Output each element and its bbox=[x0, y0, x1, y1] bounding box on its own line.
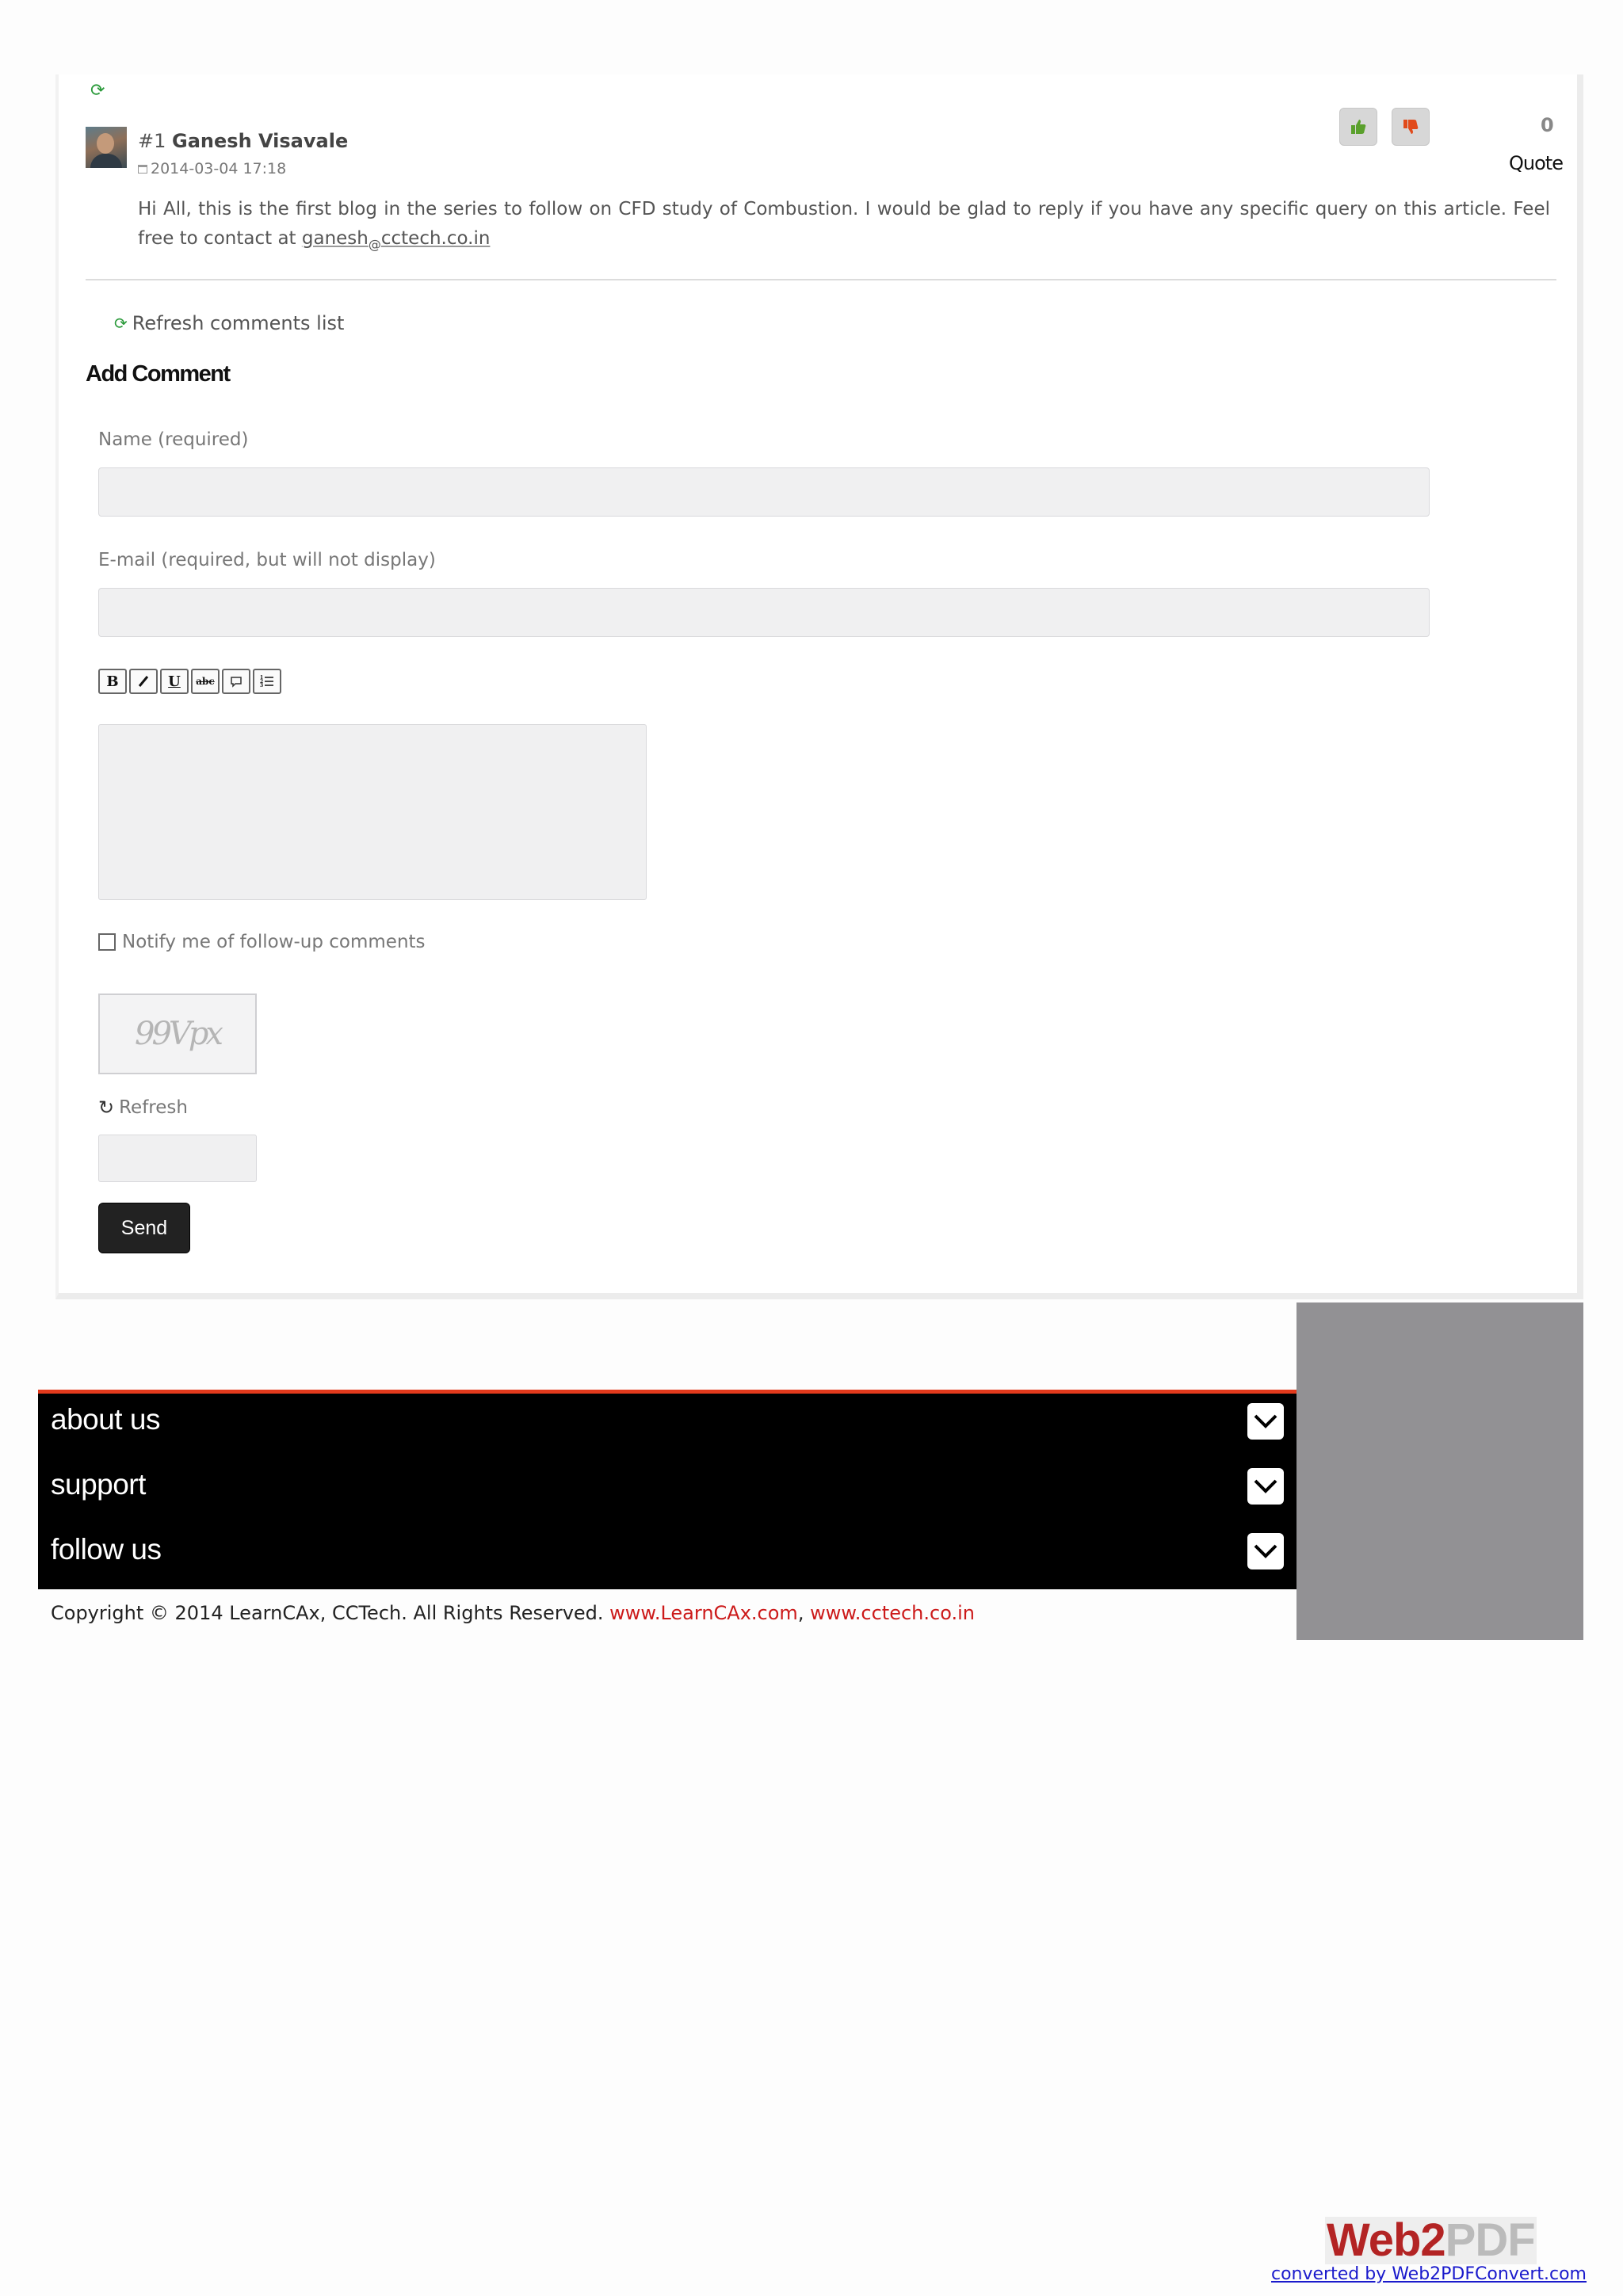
comment-date bbox=[138, 160, 286, 177]
email-link[interactable]: ganesh$_@$cctech.co.in bbox=[301, 228, 491, 252]
footer-item-about-us[interactable]: about us bbox=[51, 1403, 160, 1436]
refresh-comments-label: Refresh comments list bbox=[132, 312, 345, 334]
thumbs-up-icon bbox=[1350, 118, 1367, 135]
add-comment-title: Add Comment bbox=[86, 361, 230, 387]
chevron-down-icon[interactable] bbox=[1247, 1468, 1284, 1505]
thumbs-down-icon bbox=[1402, 118, 1419, 135]
notify-option[interactable] bbox=[98, 932, 426, 952]
thumbs-up-button[interactable] bbox=[1339, 108, 1377, 146]
sidebar-panel bbox=[1296, 1302, 1583, 1640]
captcha-input[interactable] bbox=[98, 1135, 257, 1182]
captcha-image bbox=[98, 994, 257, 1074]
notify-checkbox[interactable] bbox=[98, 933, 116, 951]
captcha-refresh-link[interactable] bbox=[98, 1097, 188, 1119]
reload-icon: ↻ bbox=[98, 1097, 115, 1119]
bold-button[interactable]: B bbox=[98, 669, 127, 694]
comments-card bbox=[55, 74, 1583, 1299]
refresh-comments-link[interactable] bbox=[114, 312, 344, 334]
captcha-refresh-label: Refresh bbox=[119, 1097, 188, 1118]
footer-menu bbox=[38, 1390, 1296, 1589]
email-label: E-mail (required, but will not display) bbox=[98, 550, 436, 570]
captcha-text: 99Vpx bbox=[135, 1016, 220, 1052]
quote-button[interactable] bbox=[222, 669, 250, 694]
italic-icon bbox=[136, 674, 151, 688]
calendar-icon bbox=[138, 165, 147, 174]
underline-button[interactable]: U bbox=[160, 669, 189, 694]
comment-header bbox=[138, 130, 348, 152]
email-input[interactable] bbox=[98, 588, 1430, 637]
footer-item-follow-us[interactable]: follow us bbox=[51, 1533, 162, 1566]
chevron-down-icon[interactable] bbox=[1247, 1403, 1284, 1440]
speech-bubble-icon bbox=[229, 674, 243, 688]
notify-label: Notify me of follow-up comments bbox=[122, 932, 426, 952]
copyright-text: Copyright © 2014 LearnCAx, CCTech. All Rights Reserved. bbox=[51, 1602, 610, 1624]
svg-text:2: 2 bbox=[260, 679, 264, 685]
svg-text:1: 1 bbox=[260, 675, 264, 681]
send-button[interactable]: Send bbox=[98, 1203, 190, 1253]
refresh-icon[interactable]: ⟳ bbox=[90, 81, 105, 101]
svg-text:3: 3 bbox=[260, 683, 264, 688]
learncax-link[interactable]: www.LearnCAx.com bbox=[609, 1602, 798, 1624]
comment-body bbox=[138, 195, 1550, 254]
avatar bbox=[86, 127, 127, 168]
list-button[interactable] bbox=[253, 669, 281, 694]
copyright: Copyright © 2014 LearnCAx, CCTech. All Rights Reserved. www.LearnCAx.com, www.cctech.co.in bbox=[51, 1602, 975, 1624]
web2pdf-logo: Web2PDF bbox=[1327, 2214, 1535, 2266]
comment-author: Ganesh Visavale bbox=[172, 130, 349, 152]
web2pdf-link[interactable]: converted by Web2PDFConvert.com bbox=[1271, 2264, 1587, 2284]
name-input[interactable] bbox=[98, 467, 1430, 517]
divider bbox=[86, 279, 1556, 280]
refresh-icon: ⟳ bbox=[114, 314, 128, 333]
footer-item-support[interactable]: support bbox=[51, 1468, 146, 1501]
comment-textarea[interactable] bbox=[98, 724, 647, 900]
cctech-link[interactable]: www.cctech.co.in bbox=[810, 1602, 975, 1624]
quote-link[interactable]: Quote bbox=[1509, 152, 1563, 174]
vote-count: 0 bbox=[1541, 114, 1554, 136]
comment-number: #1 bbox=[138, 130, 166, 152]
comment-text: Hi All, this is the first blog in the series to follow on CFD study of Combustion. I would be glad to reply if you have any specific query on this article. Feel free to contact at bbox=[138, 199, 1550, 249]
comment-date-text: 2014-03-04 17:18 bbox=[151, 160, 287, 177]
strikethrough-button[interactable]: abc bbox=[191, 669, 220, 694]
format-toolbar bbox=[98, 669, 281, 694]
list-icon bbox=[259, 673, 275, 689]
thumbs-down-button[interactable] bbox=[1392, 108, 1430, 146]
italic-button[interactable] bbox=[129, 669, 158, 694]
name-label: Name (required) bbox=[98, 429, 249, 450]
chevron-down-icon[interactable] bbox=[1247, 1533, 1284, 1569]
